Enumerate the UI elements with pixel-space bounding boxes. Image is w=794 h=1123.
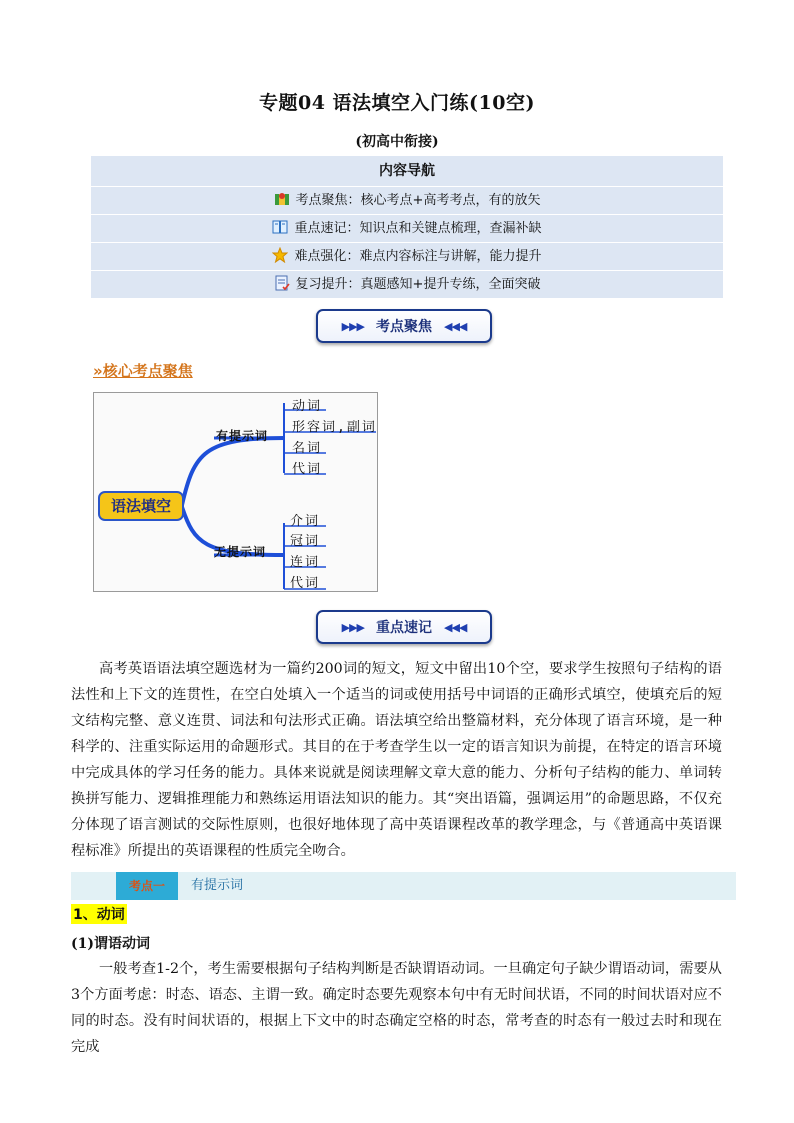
intro-paragraph: 高考英语语法填空题选材为一篇约200词的短文，短文中留出10个空，要求学生按照句子结构的语法性和上下文的连贯性，在空白处填入一个适当的词或使用括号中词语的正确形式填空，使填充后的短文结构完整、意义连贯、词法和句法形式正确。语法填空给出整篇材料，充分体现了语言环境，是一种科学的、注重实际运用的命题形式。其目的在于考查学生以一定的语言知识为前提，在特定的语言环境中完成具体的学习任务的能力。具体来说就是阅读理解文章大意的能力、分析句子结构的能力、单词转换拼写能力、逻辑推理能力和熟练运用语法知识的能力。其“突出语篇，强调运用”的命题思路，不仅充分体现了语言测试的交际性原则，也很好地体现了高中英语课程改革的教学理念，与《普通高中英语课程标准》所提出的英语课程的性质完全吻合。: [71, 661, 722, 859]
section-banner-notes: [316, 610, 492, 644]
section-heading-verb: 1、动词: [71, 904, 127, 924]
leaf-preposition: 介词: [290, 514, 321, 529]
section-banner-focus: [316, 309, 492, 343]
banner-label: 重点速记: [376, 620, 432, 636]
leaf-verb: 动词: [292, 399, 323, 414]
star-icon: [272, 247, 288, 263]
nav-item-text: 重点速记：知识点和关键点梳理，查漏补缺: [294, 221, 542, 236]
nav-header: 内容导航: [91, 156, 723, 187]
checklist-icon: [274, 275, 290, 291]
arrows-left-icon: ◀◀◀: [444, 319, 467, 333]
key-point-title: 有提示词: [191, 878, 244, 893]
key-point-bar: [71, 872, 736, 900]
nav-item-text: 复习提升：真题感知+提升专练，全面突破: [295, 277, 541, 292]
core-heading: »核心考点聚焦: [93, 362, 193, 380]
branch-label-no-hint: 无提示词: [214, 545, 267, 559]
branch-label-hint: 有提示词: [216, 429, 269, 443]
subsection-heading-predicate: (1)谓语动词: [71, 936, 150, 952]
banner-label: 考点聚焦: [376, 319, 432, 335]
arrows-left-icon: ◀◀◀: [444, 620, 467, 634]
arrows-right-icon: ▶▶▶: [341, 319, 364, 333]
page-title: 专题04 语法填空入门练(10空): [259, 92, 535, 114]
book-icon: [272, 219, 288, 235]
content-navigation: [91, 156, 723, 298]
nav-item-focus: [91, 187, 723, 215]
nav-item-notes: [91, 215, 723, 243]
nav-item-difficulty: [91, 243, 723, 271]
leaf-pronoun-2: 代词: [290, 576, 321, 591]
nav-item-review: [91, 271, 723, 298]
leaf-adj-adv: 形容词,副词: [292, 420, 377, 435]
leaf-noun: 名词: [292, 441, 323, 456]
arrows-right-icon: ▶▶▶: [341, 620, 364, 634]
leaf-article: 冠词: [290, 534, 321, 549]
verb-paragraph: 一般考查1-2个，考生需要根据句子结构判断是否缺谓语动词。一旦确定句子缺少谓语动词，需要从3个方面考虑：时态、语态、主谓一致。确定时态要先观察本句中有无时间状语，不同的时间状语对应不同的时态。没有时间状语的，根据上下文中的时态确定空格的时态，常考查的时态有一般过去时和现在完成: [71, 961, 722, 1055]
nav-item-text: 考点聚焦：核心考点+高考考点，有的放矢: [295, 193, 541, 208]
leaf-pronoun: 代词: [292, 462, 323, 477]
map-icon: [274, 191, 290, 207]
nav-item-text: 难点强化：难点内容标注与讲解，能力提升: [294, 249, 542, 264]
key-point-badge: 考点一: [116, 872, 178, 900]
leaf-conjunction: 连词: [290, 555, 321, 570]
grammar-mindmap: [93, 392, 378, 592]
mindmap-root: 语法填空: [98, 491, 184, 521]
page-subtitle: (初高中衔接): [355, 134, 439, 150]
